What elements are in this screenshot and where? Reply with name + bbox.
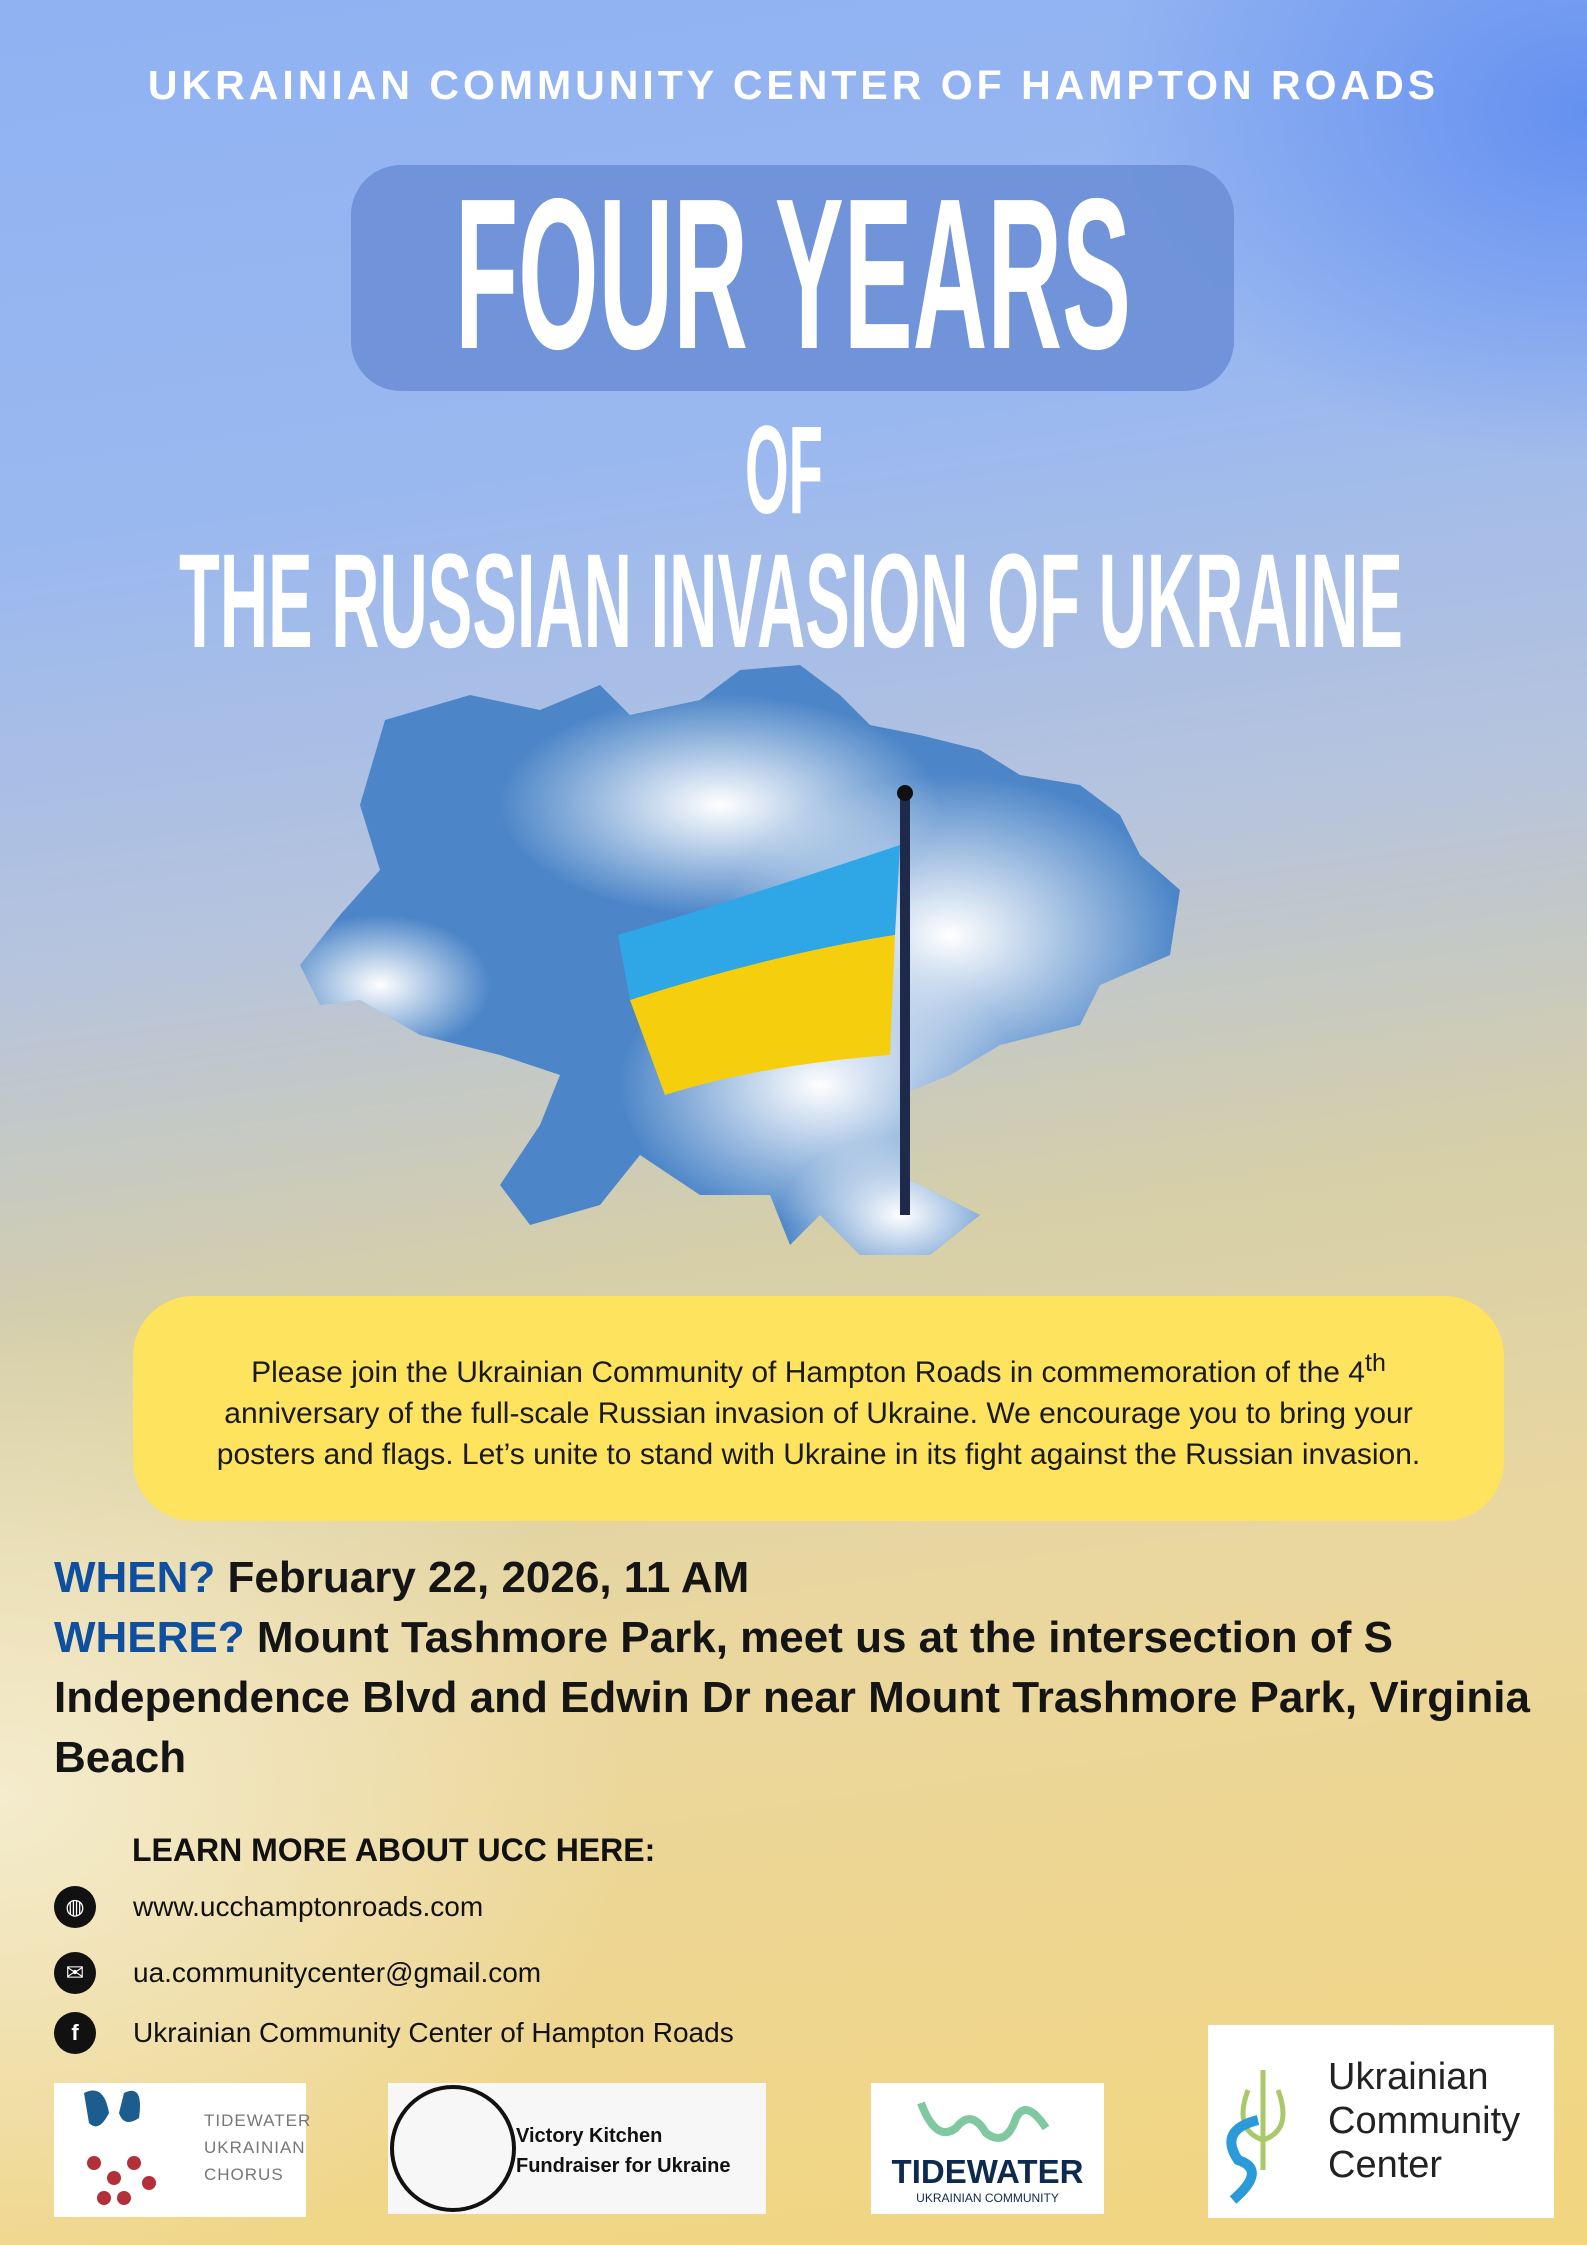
mail-icon: ✉ (54, 1952, 96, 1994)
facebook-icon: f (54, 2012, 96, 2054)
facebook-link[interactable]: f Ukrainian Community Center of Hampton Roads (54, 2012, 734, 2054)
when-line: WHEN? February 22, 2026, 11 AM (54, 1553, 750, 1602)
learn-more-heading: LEARN MORE ABOUT UCC HERE: (132, 1832, 656, 1868)
globe-icon: ◍ (54, 1886, 96, 1928)
organization-header: UKRAINIAN COMMUNITY CENTER OF HAMPTON ROADS (147, 62, 1440, 108)
ukraine-map-flag-image (300, 655, 1260, 1295)
ucc-logo: Ukrainian Community Center (1208, 2025, 1554, 2218)
flagpole (900, 795, 910, 1215)
website-link[interactable]: ◍ www.ucchamptonroads.com (54, 1886, 483, 1928)
victory-kitchen-logo: Victory Kitchen Fundraiser for Ukraine (388, 2083, 766, 2214)
tidewater-community-logo: TIDEWATER UKRAINIAN COMMUNITY (871, 2083, 1104, 2214)
title-russian-invasion: THE RUSSIAN INVASION OF UKRAINE (179, 527, 1403, 676)
title-of: OF (745, 401, 823, 540)
description-text: Please join the Ukrainian Community of Hampton Roads in commemoration of the 4th anniversary of the full-scale Russian invasion of Ukraine. We encourage you to bring your posters and flags. Let’s unite to stand with Ukraine in its fight against the Russian invasion. (216, 1348, 1421, 1471)
event-details (54, 1548, 1554, 1788)
title-block (0, 0, 1587, 680)
email-link[interactable]: ✉ ua.communitycenter@gmail.com (54, 1952, 541, 1994)
title-four-years: FOUR YEARS (455, 153, 1131, 394)
description-box (133, 1296, 1504, 1521)
where-line: WHERE? Mount Tashmore Park, meet us at the intersection of S Independence Blvd and Edwin Dr near Mount Trashmore Park, Virginia Beach (54, 1613, 1530, 1782)
tidewater-chorus-logo: TIDEWATER UKRAINIAN CHORUS (54, 2083, 306, 2217)
